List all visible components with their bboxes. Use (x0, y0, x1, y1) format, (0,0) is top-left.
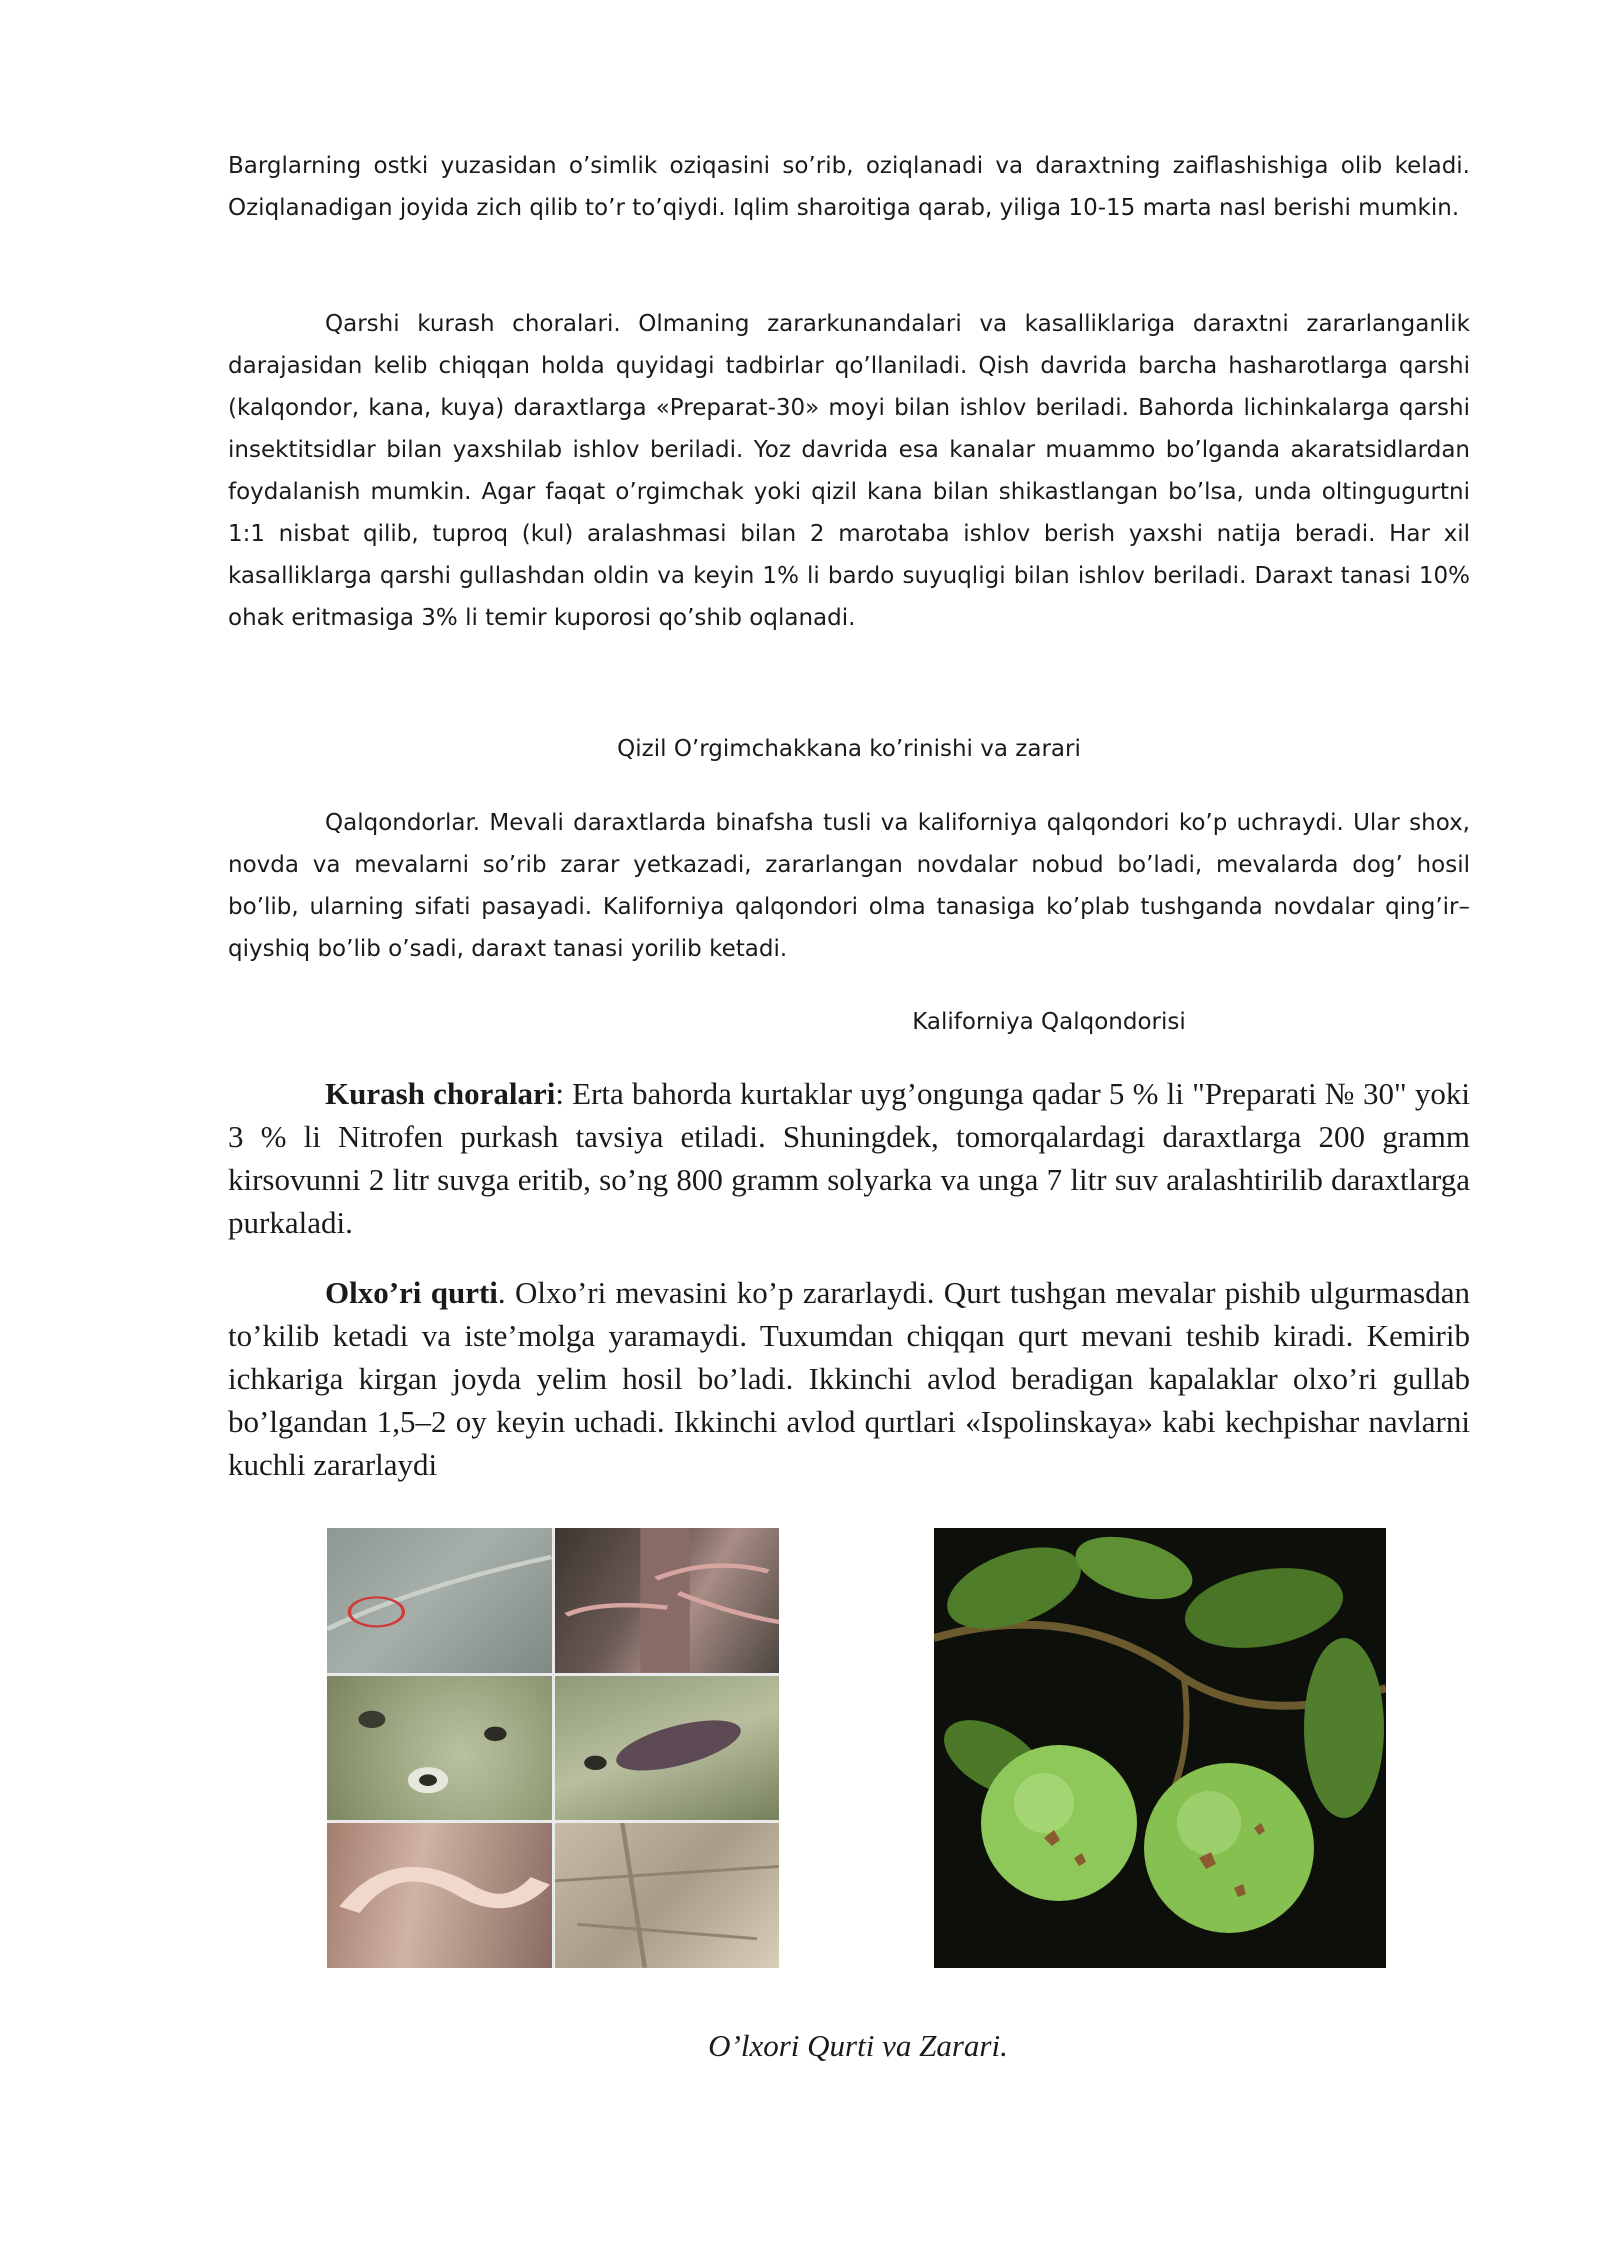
figure-caption: O’lxori Qurti va Zarari. (708, 2028, 1008, 2063)
paragraph-olxori-qurti (228, 1271, 1470, 1486)
paragraph-mite-description: Barglarning ostki yuzasidan o’simlik oziqasini so’rib, oziqlanadi va daraxtning zaiflashishiga olib keladi. Oziqlanadigan joyida zich qilib to’r to’qiydi. Iqlim sharoitiga qarab, yiliga 10-15 marta nasl berishi mumkin. (228, 153, 1470, 221)
kurash-choralari-term: Kurash choralari (325, 1076, 556, 1111)
collage-panel-shoot (555, 1528, 780, 1673)
collage-panel-bark (555, 1823, 780, 1968)
plum-moth-collage-image (327, 1528, 779, 1968)
paragraph-control-measures: Qarshi kurash choralari. Olmaning zararkunandalari va kasalliklariga daraxtni zararlanganlik darajasidan kelib chiqqan holda quyidagi tadbirlar qo’llaniladi. Qish davrida barcha hasharotlarga qarshi (kalqondor, kana, kuya) daraxtlarga «Preparat-30» moyi bilan ishlov beriladi. Bahorda lichinkalarga qarshi insektitsidlar bilan yaxshilab ishlov beriladi. Yoz davrida esa kanalar muammo bo’lganda akaratsidlardan foydalanish mumkin. Agar faqat o’rgimchak yoki qizil kana bilan shikastlangan bo’lsa, unda oltingugurtni 1:1 nisbat qilib, tuproq (kul) aralashmasi bilan 2 marotaba ishlov berish yaxshi natija beradi. Har xil kasalliklarga qarshi gullashdan oldin va keyin 1% li bardo suyuqligi bilan ishlov beriladi. Daraxt tanasi 10% ohak eritmasiga 3% li temir kuporosi qo’shib oqlanadi. (228, 311, 1470, 631)
paragraph-scale-insects: Qalqondorlar. Mevali daraxtlarda binafsha tusli va kaliforniya qalqondori ko’p uchraydi. Ular shox, novda va mevalarni so’rib zarar yetkazadi, zararlangan novdalar nobud bo’ladi, mevalarda dog’ hosil bo’lib, ularning sifati pasayadi. Kaliforniya qalqondori olma tanasiga ko’plab tushganda novdalar qing’ir–qiyshiq bo’lib o’sadi, daraxt tanasi yorilib ketadi. (228, 810, 1470, 962)
collage-panel-larva (327, 1823, 552, 1968)
collage-panel-eggs (327, 1676, 552, 1821)
collage-panel-leaf (327, 1528, 552, 1673)
olxori-qurti-term: Olxo’ri qurti (325, 1275, 498, 1310)
damaged-plums-image (934, 1528, 1386, 1968)
kurash-choralari-text: : Erta bahorda kurtaklar uyg’ongunga qadar 5 % li "Preparati № 30" yoki 3 % li Nitrofen purkash tavsiya etiladi. Shuningdek, tomorqalardagi daraxtlarga 200 gramm kirsovunni 2 litr suvga eritib, so’ng 800 gramm solyarka va unga 7 litr suv aralashtirilib daraxtlarga purkaladi. (228, 1076, 1470, 1240)
paragraph-kurash-choralari (228, 1072, 1470, 1244)
olxori-qurti-text: . Olxo’ri mevasini ko’p zararlaydi. Qurt tushgan mevalar pishib ulgurmasdan to’kilib ketadi va iste’molga yaramaydi. Tuxumdan chiqqan qurt mevani teshib kiradi. Kemirib ichkariga kirgan joyda yelim hosil bo’ladi. Ikkinchi avlod beradigan kapalaklar olxo’ri gullab bo’lgandan 1,5–2 oy keyin uchadi. Ikkinchi avlod qurtlari «Ispolinskaya» kabi kechpishar navlarni kuchli zararlaydi (228, 1275, 1470, 1482)
collage-panel-pupa (555, 1676, 780, 1821)
heading-california-scale: Kaliforniya Qalqondorisi (912, 1009, 1186, 1035)
heading-red-spider-mite: Qizil O’rgimchakkana ko’rinishi va zarari (617, 736, 1081, 762)
